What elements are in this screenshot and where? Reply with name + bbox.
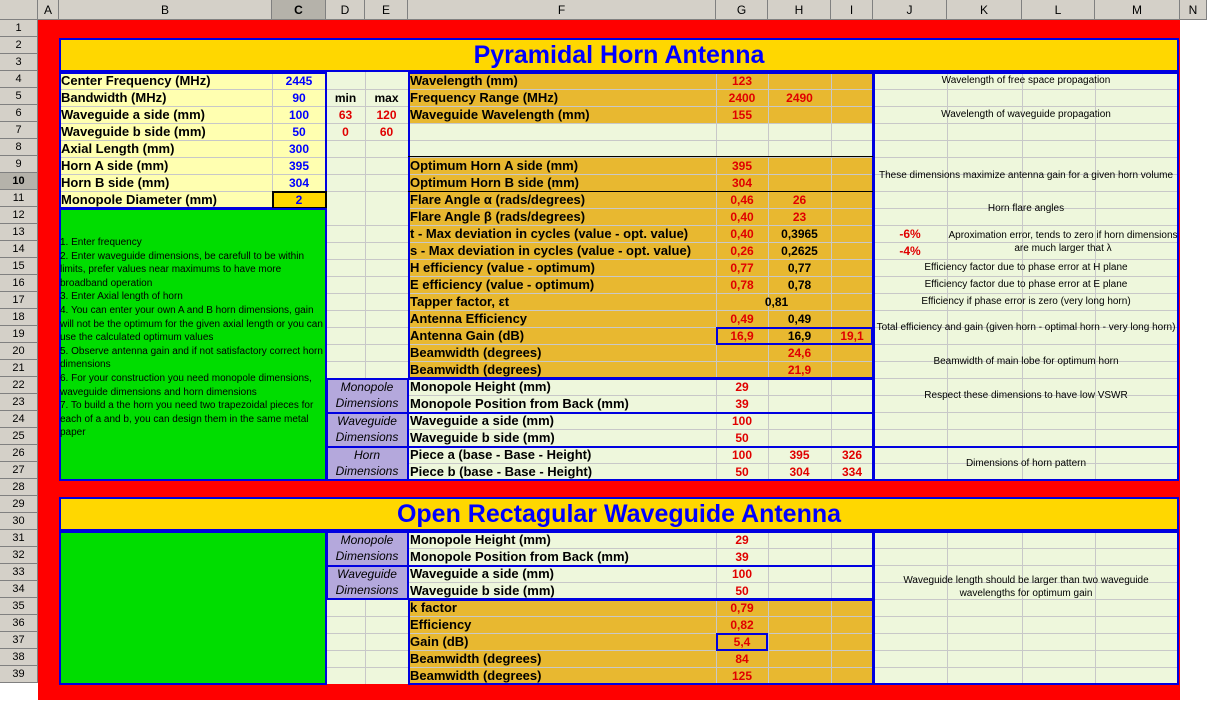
limit-b-max: 60 (379, 124, 394, 139)
construction-label-wg-b: Waveguide b side (mm) (410, 430, 555, 445)
construction-monopole-height: 29 (735, 379, 749, 394)
input-label-waveguide-b: Waveguide b side (mm) (61, 124, 206, 139)
input-horn-a[interactable]: 395 (288, 158, 310, 173)
input-label-waveguide-a: Waveguide a side (mm) (61, 107, 205, 122)
input-label-monopole-diameter: Monopole Diameter (mm) (61, 192, 218, 207)
result-flare-b-rad: 0,40 (730, 209, 754, 224)
wg-desc: Waveguide length should be larger than two waveguide wavelengths for optimum gain (903, 575, 1149, 599)
result-h-eff-opt: 0,77 (787, 260, 812, 275)
wg-group-waveguide: Waveguide Dimensions (335, 567, 399, 597)
wg-mid-gap (326, 599, 408, 684)
row-header[interactable]: 34 (0, 581, 38, 598)
column-header-l[interactable]: L (1022, 0, 1095, 20)
wg-monopole-position: 39 (735, 549, 749, 564)
result-label-s: s - Max deviation in cycles (value - opt. value) (410, 243, 692, 258)
horn-title: Pyramidal Horn Antenna (473, 40, 765, 69)
input-horn-b[interactable]: 304 (288, 175, 310, 190)
result-flare-a-rad: 0,46 (730, 192, 754, 207)
result-label-ant-eff: Antenna Efficiency (410, 311, 528, 326)
result-flare-a-deg: 26 (792, 192, 807, 207)
row-header[interactable]: 31 (0, 530, 38, 547)
desc-vswr: Respect these dimensions to have low VSWR (924, 390, 1128, 401)
input-label-axial-length: Axial Length (mm) (61, 141, 175, 156)
result-s-opt: 0,2625 (781, 243, 818, 258)
input-monopole-diameter[interactable]: 2 (295, 192, 303, 207)
instruction-2: 2. Enter waveguide dimensions, be carefull to be within limits, prefer values near maximums to have more broadband operation (60, 250, 305, 289)
column-header-corner[interactable] (0, 0, 38, 20)
row-header[interactable]: 13 (0, 224, 38, 241)
result-tapper: 0,81 (764, 294, 789, 309)
row-header[interactable]: 32 (0, 547, 38, 564)
limits-min-header: min (334, 90, 357, 105)
gridline (326, 310, 408, 311)
result-label-tapper: Tapper factor, εt (410, 294, 510, 309)
gridline (326, 667, 408, 668)
row-header[interactable]: 6 (0, 105, 38, 122)
row-header[interactable]: 37 (0, 632, 38, 649)
result-e-eff-opt: 0,78 (787, 277, 812, 292)
column-header-f[interactable]: F (408, 0, 716, 20)
result-wavelength: 123 (731, 73, 753, 88)
wg-label-gain: Gain (dB) (410, 634, 469, 649)
row-header[interactable]: 20 (0, 343, 38, 360)
gridline (326, 276, 408, 277)
instruction-7: 7. To build a the horn you need two trapezoidal pieces for each of a and b, you can design them in the same metal paper (60, 400, 314, 439)
column-header-j[interactable]: J (873, 0, 947, 20)
column-header-e[interactable]: E (365, 0, 408, 20)
result-ant-eff: 0,49 (730, 311, 754, 326)
gridline (326, 344, 408, 345)
input-waveguide-a[interactable]: 100 (288, 107, 310, 122)
construction-label-wg-a: Waveguide a side (mm) (410, 413, 554, 428)
instruction-3: 3. Enter Axial length of horn (60, 291, 183, 303)
construction-label-piece-b: Piece b (base - Base - Height) (410, 464, 593, 479)
result-opt-b: 304 (731, 175, 753, 190)
result-label-gain: Antenna Gain (dB) (410, 328, 525, 343)
gridline (326, 361, 408, 362)
row-header[interactable]: 36 (0, 615, 38, 632)
wg-label-monopole-position: Monopole Position from Back (mm) (410, 549, 629, 564)
column-header-g[interactable]: G (716, 0, 768, 20)
gridline (326, 242, 408, 243)
wg-label-efficiency: Efficiency (410, 617, 472, 632)
result-freq-max: 2490 (786, 90, 813, 105)
wg-group-monopole: Monopole Dimensions (335, 533, 399, 563)
row-header[interactable]: 22 (0, 377, 38, 394)
result-s: 0,26 (730, 243, 754, 258)
construction-label-monopole-height: Monopole Height (mm) (410, 379, 551, 394)
wg-monopole-height: 29 (735, 532, 749, 547)
result-label-e-eff: E efficiency (value - optimum) (410, 277, 595, 292)
wg-bw2: 125 (731, 668, 753, 683)
column-header-n[interactable]: N (1180, 0, 1207, 20)
row-header[interactable]: 21 (0, 360, 38, 377)
column-header-k[interactable]: K (947, 0, 1022, 20)
desc-pattern: Dimensions of horn pattern (965, 458, 1087, 469)
row-header[interactable]: 30 (0, 513, 38, 530)
row-header[interactable]: 23 (0, 394, 38, 411)
result-label-opt-b: Optimum Horn B side (mm) (410, 175, 580, 190)
result-gain: 16,9 (730, 328, 754, 343)
instruction-4: 4. You can enter your own A and B horn dimensions, gain will not be the optimum for the given axial length or you can use the calculated optimum values (60, 304, 323, 344)
result-label-wavelength: Wavelength (mm) (410, 73, 518, 88)
desc-approx: Aproximation error, tends to zero if horn dimensions are much larger that λ (948, 230, 1178, 254)
row-header[interactable]: 27 (0, 462, 38, 479)
wg-desc-border (873, 531, 1179, 685)
wg-title: Open Rectagular Waveguide Antenna (396, 499, 842, 528)
row-header[interactable]: 16 (0, 275, 38, 292)
input-center-frequency[interactable]: 2445 (285, 73, 313, 88)
result-label-bw2: Beamwidth (degrees) (410, 362, 542, 377)
column-header-m[interactable]: M (1095, 0, 1180, 20)
desc-h-eff: Efficiency factor due to phase error at H plane (924, 262, 1128, 273)
row-header[interactable]: 15 (0, 258, 38, 275)
s-error-percent: -4% (899, 243, 921, 258)
row-header[interactable]: 33 (0, 564, 38, 581)
column-header-a[interactable]: A (38, 0, 59, 20)
row-header[interactable]: 19 (0, 326, 38, 343)
result-t-opt: 0,3965 (781, 226, 818, 241)
desc-total: Total efficiency and gain (given horn - optimal horn - very long horn) (876, 321, 1176, 333)
row-header[interactable]: 26 (0, 445, 38, 462)
wg-k: 0,79 (730, 600, 754, 615)
construction-wg-a: 100 (731, 413, 753, 428)
wg-green-border (59, 531, 327, 685)
construction-monopole-position: 39 (735, 396, 749, 411)
desc-wavelength: Wavelength of free space propagation (941, 75, 1111, 86)
input-waveguide-b[interactable]: 50 (292, 124, 306, 139)
result-label-flare-b: Flare Angle β (rads/degrees) (410, 209, 586, 224)
input-label-horn-a: Horn A side (mm) (61, 158, 169, 173)
column-header-i[interactable]: I (831, 0, 873, 20)
row-header[interactable]: 3 (0, 54, 38, 71)
input-label-horn-b: Horn B side (mm) (61, 175, 170, 190)
result-label-freq-range: Frequency Range (MHz) (410, 90, 559, 105)
result-ant-eff-opt: 0,49 (787, 311, 812, 326)
result-h-eff: 0,77 (730, 260, 754, 275)
row-header[interactable]: 39 (0, 666, 38, 683)
construction-label-monopole-position: Monopole Position from Back (mm) (410, 396, 629, 411)
wg-label-bw2: Beamwidth (degrees) (410, 668, 542, 683)
result-bw1: 24,6 (787, 345, 812, 360)
input-axial-length[interactable]: 300 (288, 141, 310, 156)
gridline (326, 259, 408, 260)
row-header[interactable]: 18 (0, 309, 38, 326)
row-header[interactable]: 5 (0, 88, 38, 105)
row-header[interactable]: 38 (0, 649, 38, 666)
construction-wg-b: 50 (735, 430, 749, 445)
desc-optimum: These dimensions maximize antenna gain for a given horn volume (878, 169, 1174, 181)
column-header-d[interactable]: D (326, 0, 365, 20)
result-label-flare-a: Flare Angle α (rads/degrees) (410, 192, 586, 207)
construction-piece-a-3: 326 (841, 447, 863, 462)
row-header[interactable]: 2 (0, 37, 38, 54)
result-label-bw1: Beamwidth (degrees) (410, 345, 542, 360)
result-wg-wavelength: 155 (731, 107, 753, 122)
result-bw2: 21,9 (787, 362, 812, 377)
construction-piece-b-3: 334 (841, 464, 863, 479)
construction-piece-a-1: 100 (731, 447, 753, 462)
result-label-h-eff: H efficiency (value - optimum) (410, 260, 595, 275)
construction-piece-b-1: 50 (735, 464, 749, 479)
column-header-h[interactable]: H (768, 0, 831, 20)
result-freq-min: 2400 (728, 90, 756, 105)
row-header[interactable]: 8 (0, 139, 38, 156)
row-header[interactable]: 7 (0, 122, 38, 139)
gridline (326, 327, 408, 328)
construction-piece-a-2: 395 (789, 447, 810, 462)
desc-divider (873, 446, 1179, 448)
desc-flare: Horn flare angles (987, 203, 1065, 214)
result-opt-a: 395 (731, 158, 753, 173)
result-label-wg-wavelength: Waveguide Wavelength (mm) (410, 107, 590, 122)
row-header[interactable]: 17 (0, 292, 38, 309)
gridline (326, 650, 408, 651)
wg-a: 100 (731, 566, 753, 581)
column-header-c[interactable]: C (272, 0, 326, 20)
instructions-text (60, 236, 325, 466)
instruction-1: 1. Enter frequency (60, 237, 142, 248)
instruction-6: 6. For your construction you need monopole dimensions, waveguide dimensions and horn dimensions (60, 372, 312, 398)
row-header[interactable]: 29 (0, 496, 38, 513)
wg-b: 50 (735, 583, 749, 598)
wg-bw1: 84 (735, 651, 749, 666)
group-waveguide-dimensions: Waveguide Dimensions (335, 414, 399, 444)
result-flare-b-deg: 23 (792, 209, 807, 224)
instruction-5: 5. Observe antenna gain and if not satisfactory correct horn dimensions (60, 345, 323, 371)
row-header[interactable]: 1 (0, 20, 38, 37)
result-gain-long: 19,1 (840, 328, 864, 343)
result-t: 0,40 (730, 226, 754, 241)
desc-e-eff: Efficiency factor due to phase error at E plane (924, 279, 1128, 290)
gridline (326, 293, 408, 294)
wg-efficiency: 0,82 (730, 617, 754, 632)
row-header[interactable]: 4 (0, 71, 38, 88)
row-header[interactable]: 14 (0, 241, 38, 258)
desc-beamwidth: Beamwidth of main lobe for optimum horn (933, 356, 1119, 367)
result-label-opt-a: Optimum Horn A side (mm) (410, 158, 579, 173)
row-header[interactable]: 11 (0, 190, 38, 207)
row-header[interactable]: 25 (0, 428, 38, 445)
result-label-t: t - Max deviation in cycles (value - opt. value) (410, 226, 689, 241)
wg-label-a: Waveguide a side (mm) (410, 566, 554, 581)
t-error-percent: -6% (899, 226, 921, 241)
group-monopole-dimensions: Monopole Dimensions (335, 380, 399, 410)
result-e-eff: 0,78 (730, 277, 754, 292)
wg-gain: 5,4 (733, 634, 751, 649)
limit-a-max: 120 (376, 107, 397, 122)
limits-max-header: max (374, 90, 399, 105)
wg-label-monopole-height: Monopole Height (mm) (410, 532, 551, 547)
row-header[interactable]: 9 (0, 156, 38, 173)
desc-wg-wavelength: Wavelength of waveguide propagation (941, 109, 1111, 120)
desc-tapper: Efficiency if phase error is zero (very long horn) (921, 296, 1131, 307)
gridline (326, 225, 408, 226)
input-bandwidth[interactable]: 90 (292, 90, 306, 105)
group-horn-dimensions: Horn Dimensions (335, 448, 399, 478)
construction-label-piece-a: Piece a (base - Base - Height) (410, 447, 592, 462)
row-header[interactable]: 28 (0, 479, 38, 496)
gridline (326, 616, 408, 617)
row-header[interactable]: 35 (0, 598, 38, 615)
construction-piece-b-2: 304 (789, 464, 810, 479)
input-label-bandwidth: Bandwidth (MHz) (61, 90, 167, 105)
gridline (365, 599, 366, 684)
limit-b-min: 0 (342, 124, 349, 139)
column-header-b[interactable]: B (59, 0, 272, 20)
wg-label-bw1: Beamwidth (degrees) (410, 651, 542, 666)
row-header[interactable]: 12 (0, 207, 38, 224)
gridline (365, 208, 366, 378)
wg-label-k: k factor (410, 600, 457, 615)
limit-a-min: 63 (338, 107, 353, 122)
gridline (326, 633, 408, 634)
row-header[interactable]: 10 (0, 173, 38, 190)
wg-label-b: Waveguide b side (mm) (410, 583, 555, 598)
row-header[interactable]: 24 (0, 411, 38, 428)
result-gain-opt: 16,9 (787, 328, 812, 343)
input-label-center-frequency: Center Frequency (MHz) (61, 73, 211, 88)
